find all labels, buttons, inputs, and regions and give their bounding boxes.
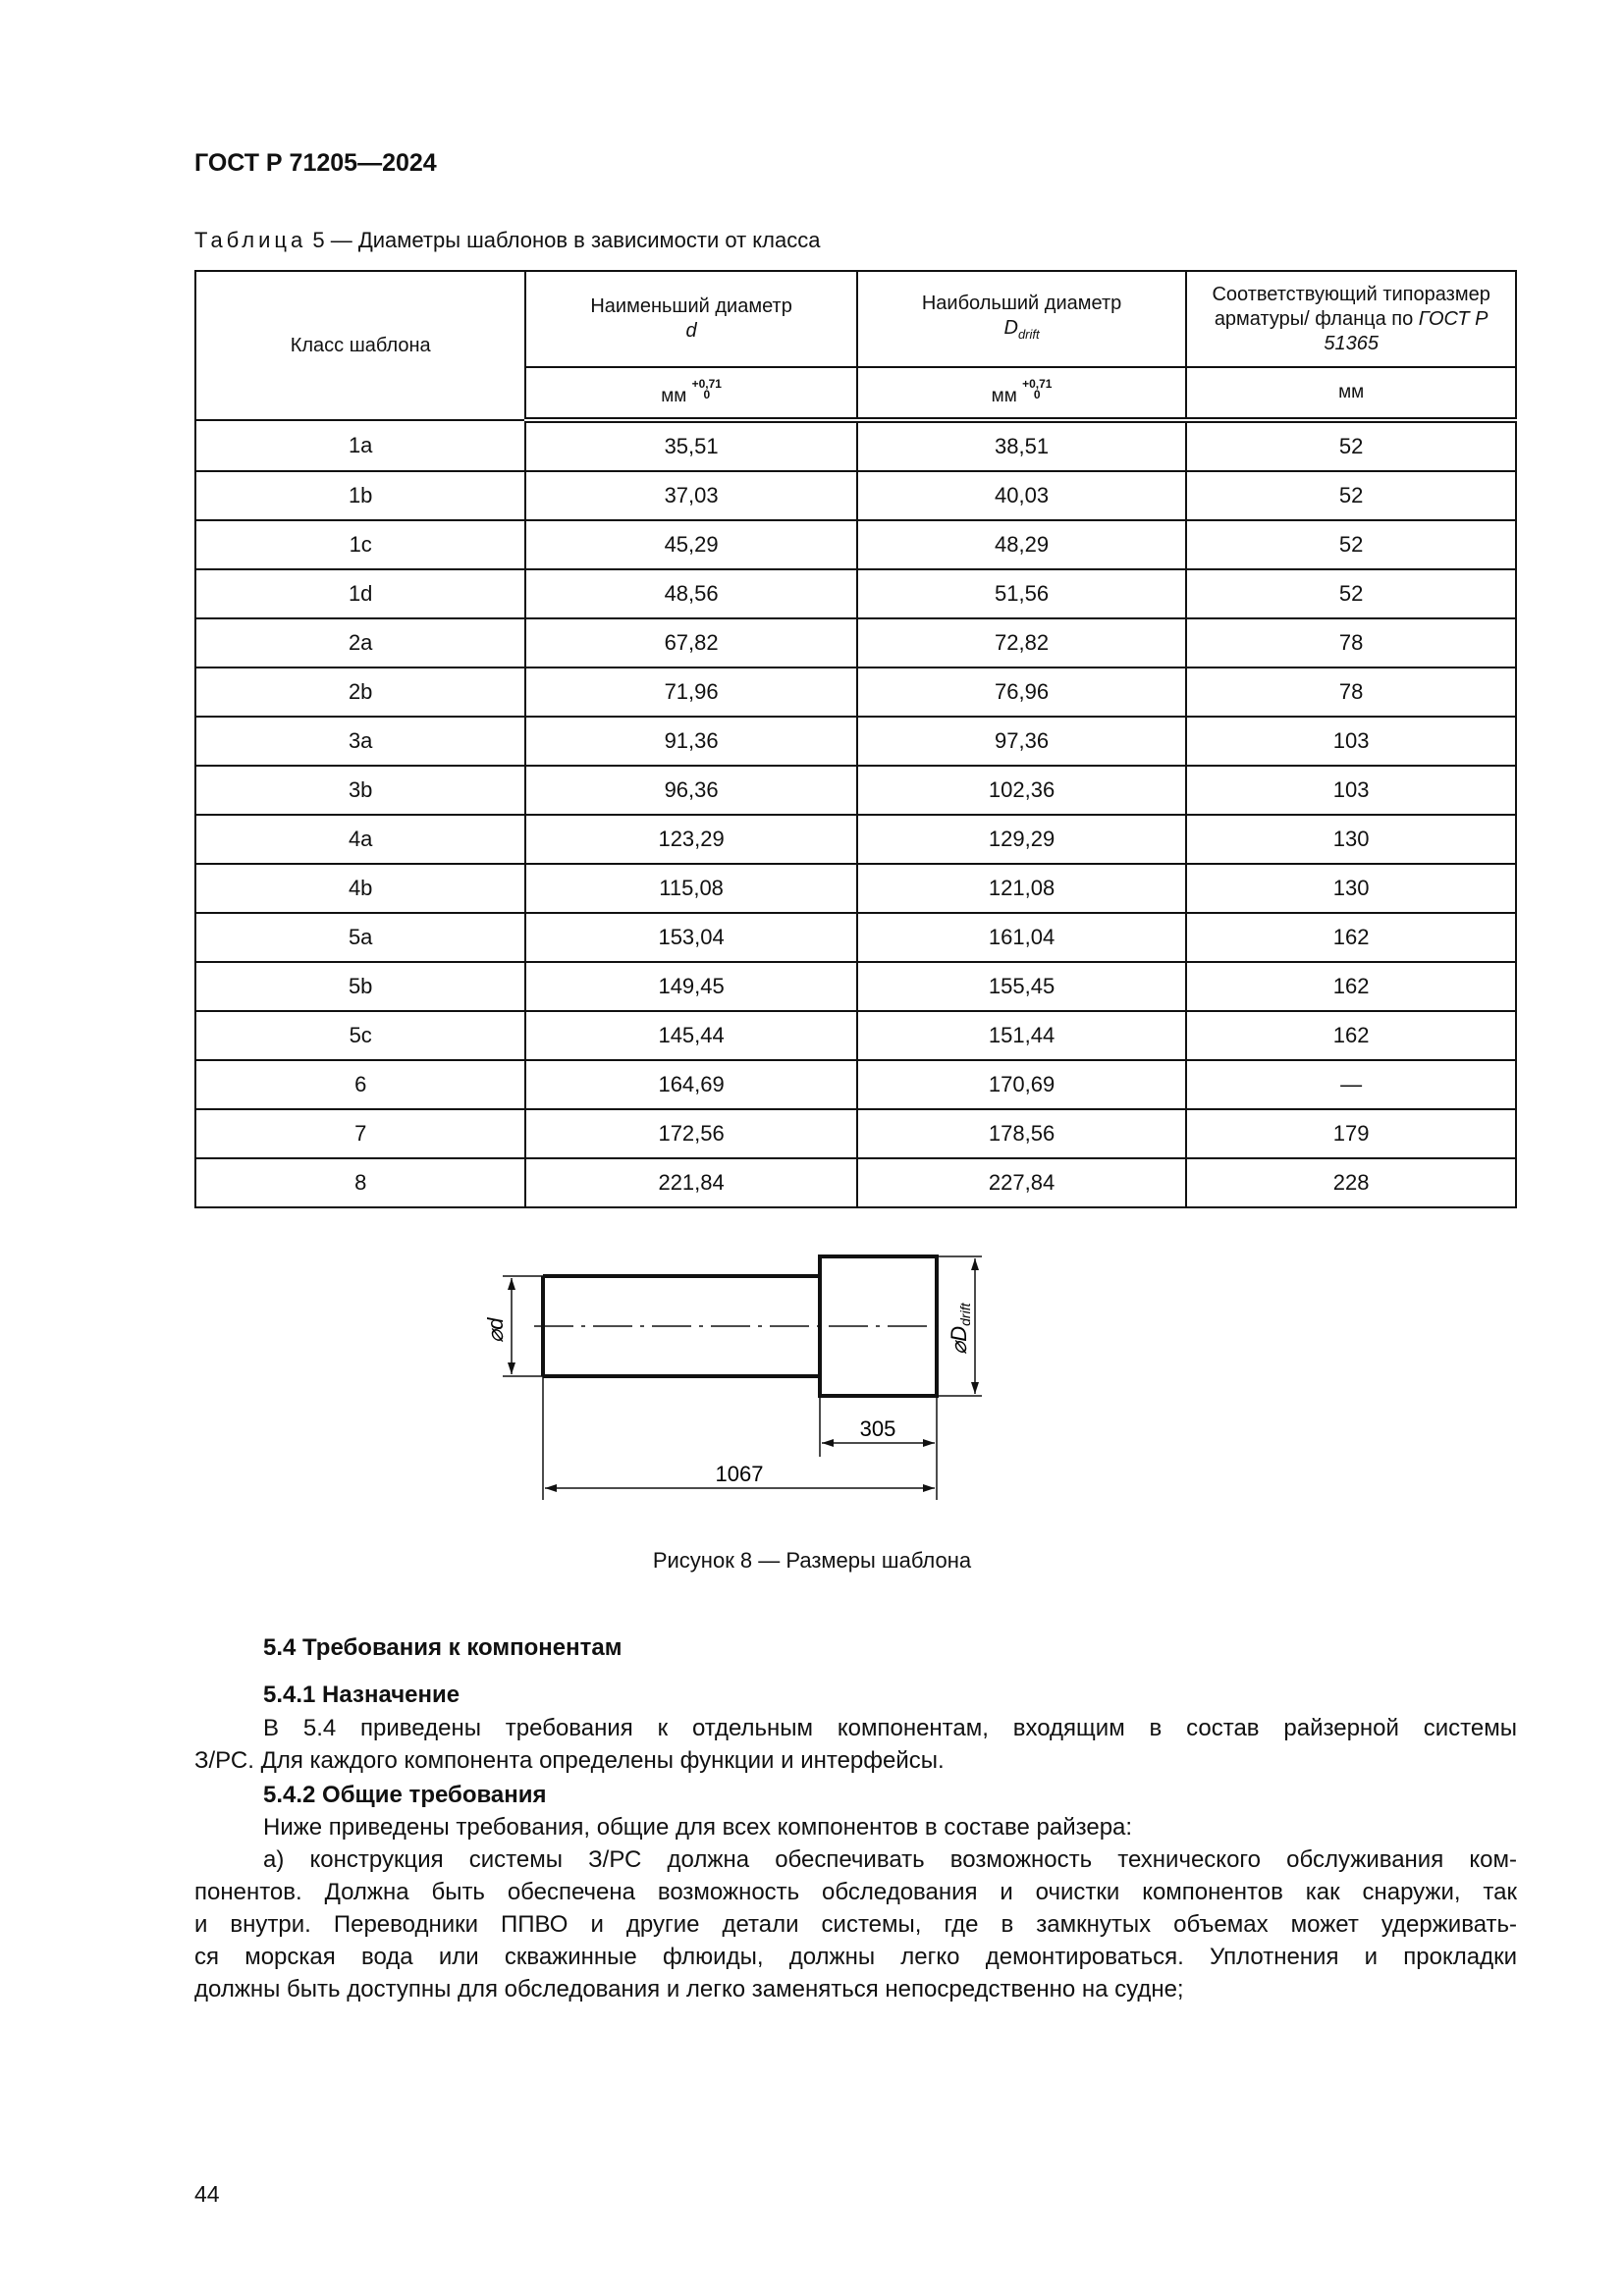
label-D [947, 1302, 973, 1355]
cell-flange-size: 52 [1186, 569, 1516, 618]
cell-class: 5b [195, 962, 525, 1011]
cell-min-diameter: 164,69 [525, 1060, 856, 1109]
cell-class: 1b [195, 471, 525, 520]
cell-class: 2a [195, 618, 525, 667]
table-row [195, 864, 1516, 913]
cell-class: 3b [195, 766, 525, 815]
paragraph-line: должны быть доступны для обследования и легко заменяться непосредственно на судне; [194, 1976, 1184, 2002]
table-row [195, 667, 1516, 717]
paragraph-line: понентов. Должна быть обеспечена возможность обследования и очистки компонентов как снаружи, так [194, 1879, 1517, 1905]
cell-class: 1a [195, 420, 525, 471]
unit-min [525, 367, 856, 420]
template-drawing [483, 1237, 1237, 1531]
label-D-sub: drift [957, 1303, 973, 1326]
cell-min-diameter: 91,36 [525, 717, 856, 766]
document-header: ГОСТ Р 71205—2024 [194, 149, 437, 177]
cell-flange-size: 103 [1186, 717, 1516, 766]
cell-max-diameter: 121,08 [857, 864, 1186, 913]
cell-min-diameter: 37,03 [525, 471, 856, 520]
tolerance [1022, 376, 1053, 401]
cell-class: 4a [195, 815, 525, 864]
paragraph-line: В 5.4 приведены требования к отдельным компонентам, входящим в состав райзерной системы [263, 1715, 1517, 1741]
section-heading: 5.4 Требования к компонентам [263, 1634, 623, 1661]
cell-class: 7 [195, 1109, 525, 1158]
cell-min-diameter: 172,56 [525, 1109, 856, 1158]
cell-flange-size: 52 [1186, 520, 1516, 569]
table-row [195, 1060, 1516, 1109]
cell-min-diameter: 145,44 [525, 1011, 856, 1060]
unit-max [857, 367, 1186, 420]
cell-class: 1c [195, 520, 525, 569]
cell-class: 8 [195, 1158, 525, 1207]
paragraph-line: Ниже приведены требования, общие для всех компонентов в составе райзера: [263, 1814, 1133, 1841]
header-flange-label: Соответствующий типоразмер арматуры/ фланца по [1212, 283, 1490, 330]
cell-max-diameter: 151,44 [857, 1011, 1186, 1060]
table-row [195, 913, 1516, 962]
template-diameter-table [194, 270, 1517, 1208]
cell-class: 2b [195, 667, 525, 717]
cell-flange-size: — [1186, 1060, 1516, 1109]
header-max-label: Наибольший диаметр [921, 293, 1122, 314]
cell-min-diameter: 221,84 [525, 1158, 856, 1207]
cell-flange-size: 52 [1186, 471, 1516, 520]
cell-max-diameter: 129,29 [857, 815, 1186, 864]
symbol-D: D [1003, 317, 1018, 339]
dimension-305: 305 [859, 1416, 896, 1441]
page-number: 44 [194, 2181, 220, 2207]
cell-flange-size: 103 [1186, 766, 1516, 815]
paragraph-line: и внутри. Переводники ППВО и другие детали системы, где в замкнутых объемах может удерживать- [194, 1911, 1517, 1938]
cell-flange-size: 130 [1186, 864, 1516, 913]
cell-min-diameter: 115,08 [525, 864, 856, 913]
cell-max-diameter: 155,45 [857, 962, 1186, 1011]
cell-min-diameter: 48,56 [525, 569, 856, 618]
subsection-heading-general: 5.4.2 Общие требования [263, 1782, 547, 1808]
cell-max-diameter: 170,69 [857, 1060, 1186, 1109]
unit-flange: мм [1186, 367, 1516, 420]
cell-max-diameter: 227,84 [857, 1158, 1186, 1207]
table-row [195, 1109, 1516, 1158]
tol-lower: 0 [1033, 387, 1041, 401]
cell-max-diameter: 102,36 [857, 766, 1186, 815]
paragraph-line: ся морская вода или скважинные флюиды, должны легко демонтироваться. Уплотнения и прокладки [194, 1944, 1517, 1970]
cell-min-diameter: 96,36 [525, 766, 856, 815]
cell-class: 5c [195, 1011, 525, 1060]
cell-max-diameter: 178,56 [857, 1109, 1186, 1158]
table-row [195, 717, 1516, 766]
cell-min-diameter: 149,45 [525, 962, 856, 1011]
unit-label: мм [991, 385, 1017, 406]
cell-min-diameter: 71,96 [525, 667, 856, 717]
unit-label: мм [661, 385, 687, 406]
cell-flange-size: 162 [1186, 1011, 1516, 1060]
symbol-d: d [685, 320, 697, 342]
paragraph-line: З/РС. Для каждого компонента определены функции и интерфейсы. [194, 1747, 945, 1774]
header-class: Класс шаблона [195, 271, 525, 420]
cell-flange-size: 78 [1186, 667, 1516, 717]
cell-min-diameter: 35,51 [525, 420, 856, 471]
table-row [195, 962, 1516, 1011]
cell-flange-size: 228 [1186, 1158, 1516, 1207]
tol-lower: 0 [703, 387, 711, 401]
header-flange-size [1186, 271, 1516, 367]
cell-class: 5a [195, 913, 525, 962]
label-d: ⌀d [483, 1317, 508, 1343]
gost-ref: ГОСТ Р 51365 [1324, 307, 1489, 354]
cell-flange-size: 162 [1186, 913, 1516, 962]
table-row [195, 520, 1516, 569]
figure-caption: Рисунок 8 — Размеры шаблона [652, 1548, 972, 1573]
cell-class: 1d [195, 569, 525, 618]
cell-max-diameter: 97,36 [857, 717, 1186, 766]
cell-max-diameter: 76,96 [857, 667, 1186, 717]
table-row [195, 471, 1516, 520]
header-max-diameter [857, 271, 1186, 367]
table-row [195, 766, 1516, 815]
paragraph-line: а) конструкция системы З/РС должна обеспечивать возможность технического обслуживания ком- [263, 1846, 1517, 1873]
table-caption-prefix: Таблица [194, 228, 307, 252]
cell-max-diameter: 40,03 [857, 471, 1186, 520]
cell-flange-size: 179 [1186, 1109, 1516, 1158]
cell-class: 3a [195, 717, 525, 766]
cell-min-diameter: 153,04 [525, 913, 856, 962]
tol-upper: +0,71 [691, 376, 722, 391]
cell-flange-size: 130 [1186, 815, 1516, 864]
cell-flange-size: 162 [1186, 962, 1516, 1011]
subsection-heading-purpose: 5.4.1 Назначение [263, 1682, 460, 1708]
header-min-diameter [525, 271, 856, 367]
table-header-row [195, 271, 1516, 367]
cell-class: 6 [195, 1060, 525, 1109]
cell-max-diameter: 48,29 [857, 520, 1186, 569]
header-min-label: Наименьший диаметр [590, 295, 792, 317]
cell-min-diameter: 45,29 [525, 520, 856, 569]
cell-max-diameter: 51,56 [857, 569, 1186, 618]
cell-min-diameter: 123,29 [525, 815, 856, 864]
table-row [195, 815, 1516, 864]
dimension-1067: 1067 [715, 1462, 764, 1486]
table-caption [194, 228, 821, 253]
table-row [195, 618, 1516, 667]
cell-max-diameter: 72,82 [857, 618, 1186, 667]
table-caption-text: 5 — Диаметры шаблонов в зависимости от класса [312, 228, 821, 252]
label-D-main: ⌀D [947, 1325, 971, 1355]
cell-max-diameter: 161,04 [857, 913, 1186, 962]
table-row [195, 420, 1516, 471]
cell-min-diameter: 67,82 [525, 618, 856, 667]
tol-upper: +0,71 [1022, 376, 1053, 391]
cell-class: 4b [195, 864, 525, 913]
table-row [195, 1158, 1516, 1207]
cell-flange-size: 78 [1186, 618, 1516, 667]
table-row [195, 569, 1516, 618]
cell-flange-size: 52 [1186, 420, 1516, 471]
tolerance [691, 376, 722, 401]
table-row [195, 1011, 1516, 1060]
symbol-D-sub: drift [1017, 327, 1040, 342]
cell-max-diameter: 38,51 [857, 420, 1186, 471]
